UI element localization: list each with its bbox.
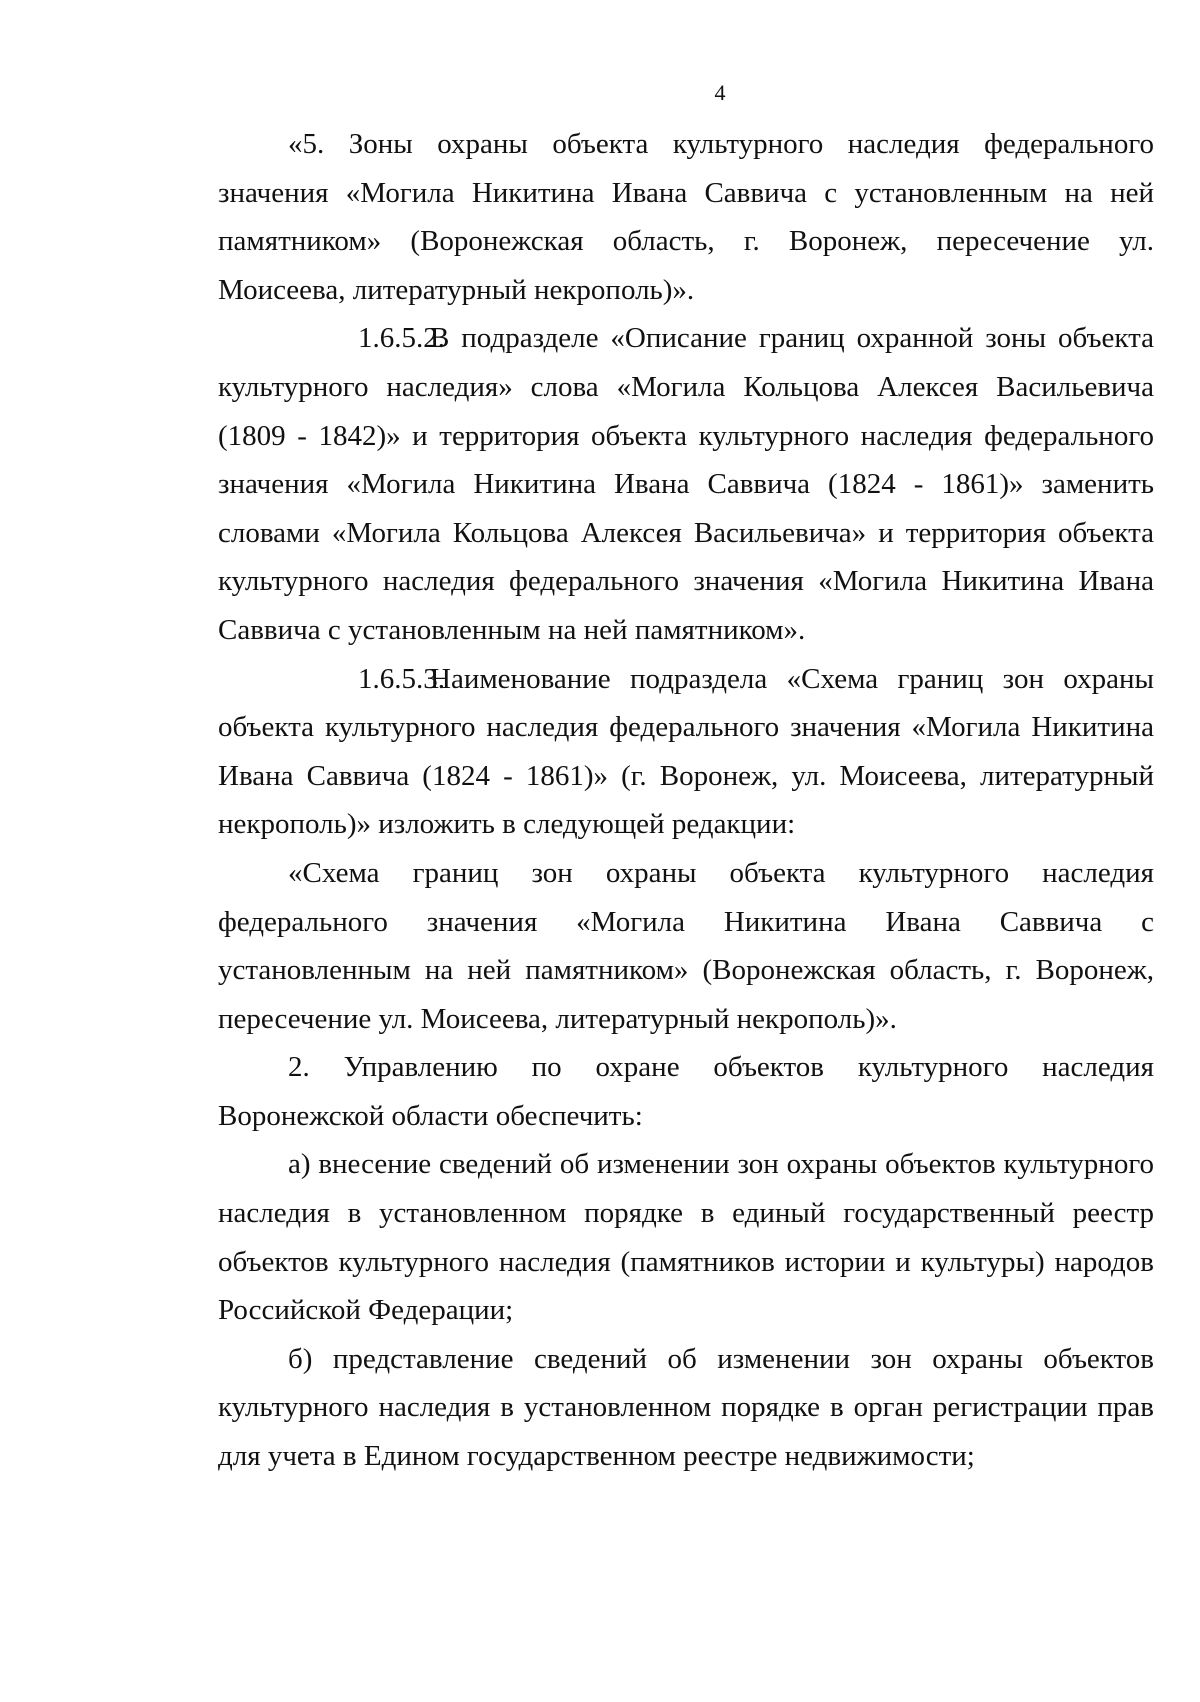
paragraph-item-a: а) внесение сведений об изменении зон охраны объектов культурного наследия в установленном порядке в единый государственный реестр объектов культурного наследия (памятников истории и культуры) народов Российской Федерации;	[218, 1148, 1154, 1327]
paragraph-scheme-title: «Схема границ зон охраны объекта культурного наследия федерального значения «Могила Никитина Ивана Саввича с установленным на ней памятником» (Воронежская область, г. Воронеж, пересечение ул. Моисеева, литературный некрополь)».	[218, 856, 1154, 1035]
paragraph-item-b: б) представление сведений об изменении зон охраны объектов культурного наследия в установленном порядке в орган регистрации прав для учета в Едином государственном реестре недвижимости;	[218, 1342, 1154, 1473]
clause-number: 1.6.5.3.	[358, 662, 445, 695]
clause-text: В подразделе «Описание границ охранной зоны объекта культурного наследия» слова «Могила Кольцова Алексея Васильевича (1809 - 1842)» и территория объекта культурного наследия федерального значения «Могила Никитина Ивана Саввича (1824 - 1861)» заменить словами «Могила Кольцова Алексея Васильевича» и территория объекта культурного наследия федерального значения «Могила Никитина Ивана Саввича с установленным на ней памятником».	[218, 322, 1154, 646]
paragraph-zone-title: «5. Зоны охраны объекта культурного наследия федерального значения «Могила Никитина Ивана Саввича с установленным на ней памятником» (Воронежская область, г. Воронеж, пересечение ул. Моисеева, литературный некрополь)».	[218, 128, 1154, 306]
paragraph-item-2: 2. Управлению по охране объектов культурного наследия Воронежской области обеспечить:	[218, 1051, 1154, 1132]
clause-number: 1.6.5.2.	[358, 322, 445, 355]
paragraph-1-6-5-2	[218, 314, 1154, 654]
page-number: 4	[714, 80, 726, 105]
document-body	[218, 120, 1154, 1481]
paragraph-1-6-5-3	[218, 655, 1154, 849]
clause-text: Наименование подраздела «Схема границ зон охраны объекта культурного наследия федерального значения «Могила Никитина Ивана Саввича (1824 - 1861)» (г. Воронеж, ул. Моисеева, литературный некрополь)» изложить в следующей редакции:	[218, 662, 1154, 841]
